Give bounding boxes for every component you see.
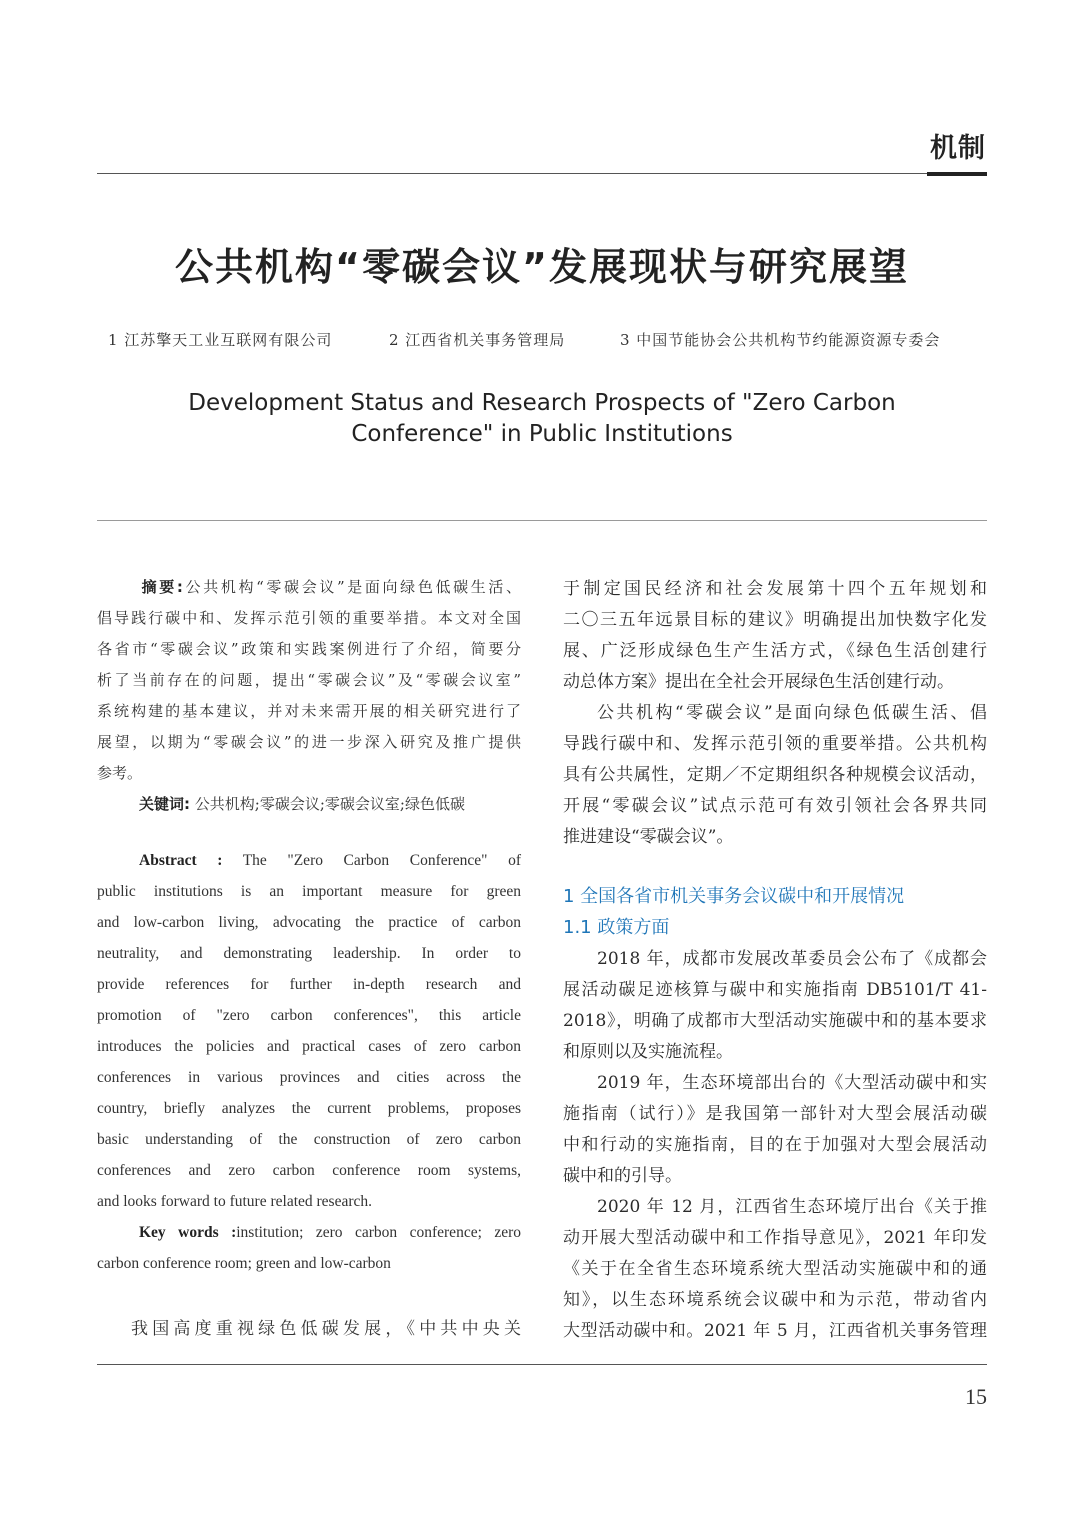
abstract-zh-line: 参考。: [97, 764, 143, 782]
keywords-en: Key words :institution; zero carbon conference; zero: [139, 1224, 522, 1241]
abstract-en-line: introduces the policies and practical cases of zero carbon: [97, 1038, 521, 1055]
body-text-line: 展、广泛形成绿色生产生活方式，《绿色生活创建行: [563, 641, 987, 661]
title-divider: [97, 520, 987, 521]
abstract-en-line: Abstract : The "Zero Carbon Conference" of: [139, 852, 521, 869]
section-heading-1-1: 1.1 政策方面: [563, 917, 670, 938]
keywords-en-line: carbon conference room; green and low-carbon: [97, 1255, 391, 1272]
page-number: 15: [965, 1384, 987, 1409]
body-text-line: 2018 年，成都市发展改革委员会公布了《成都会: [597, 949, 987, 969]
body-text-line: 2019 年，生态环境部出台的《大型活动碳中和实: [597, 1073, 987, 1093]
keywords-en-label: Key words :: [139, 1224, 237, 1241]
body-text-line: 我国高度重视绿色低碳发展，《中共中央关: [131, 1319, 521, 1339]
body-text-line: 具有公共属性，定期／不定期组织各种规模会议活动，: [563, 765, 987, 785]
english-title-line: Development Status and Research Prospects of "Zero Carbon: [188, 390, 896, 416]
affiliation-2: 2 江西省机关事务管理局: [389, 331, 566, 349]
affiliation-3: 3 中国节能协会公共机构节约能源资源专委会: [620, 331, 941, 349]
keywords-zh-value: 公共机构;零碳会议;零碳会议室;绿色低碳: [194, 795, 465, 813]
english-title: [97, 388, 987, 450]
body-text-line: 动开展大型活动碳中和工作指导意见》，2021 年印发: [563, 1228, 987, 1248]
abstract-zh-line: 析了当前存在的问题，提出“零碳会议”及“零碳会议室”: [97, 671, 521, 689]
section-tag: 机制: [930, 133, 986, 164]
body-text-line: 于制定国民经济和社会发展第十四个五年规划和: [563, 579, 987, 599]
affiliation-1: 1 江苏擎天工业互联网有限公司: [108, 331, 333, 349]
body-text-line: 展活动碳足迹核算与碳中和实施指南 DB5101/T 41-: [563, 980, 987, 1000]
section-tag-underline: [927, 172, 987, 176]
abstract-zh-line: 系统构建的基本建议，并对未来需开展的相关研究进行了: [97, 702, 521, 720]
keywords-zh: [97, 793, 521, 814]
abstract-zh-line: 摘要:公共机构“零碳会议”是面向绿色低碳生活、: [139, 578, 522, 596]
abstract-en-label: Abstract :: [139, 852, 223, 869]
abstract-zh-line: 倡导践行碳中和、发挥示范引领的重要举措。本文对全国: [97, 609, 521, 627]
body-text-line: 开展“零碳会议”试点示范可有效引领社会各界共同: [563, 796, 987, 816]
body-text-line: 和原则以及实施流程。: [563, 1042, 733, 1062]
abstract-zh-line: 各省市“零碳会议”政策和实践案例进行了介绍，简要分: [97, 640, 521, 658]
body-text-line: 推进建设“零碳会议”。: [563, 827, 734, 847]
abstract-en-line: and low-carbon living, advocating the practice of carbon: [97, 914, 521, 931]
abstract-zh-line: 展望，以期为“零碳会议”的进一步深入研究及推广提供: [97, 733, 521, 751]
body-text-line: 《关于在全省生态环境系统大型活动实施碳中和的通: [563, 1259, 987, 1279]
body-text-line: 中和行动的实施指南，目的在于加强对大型会展活动: [563, 1135, 987, 1155]
abstract-en-line: provide references for further in-depth research and: [97, 976, 521, 993]
abstract-en-line: public institutions is an important measure for green: [97, 883, 521, 900]
footer-rule: [97, 1364, 987, 1365]
body-text-line: 动总体方案》提出在全社会开展绿色生活创建行动。: [563, 672, 954, 692]
body-text-line: 2020 年 12 月，江西省生态环境厅出台《关于推: [597, 1197, 987, 1217]
body-text-line: 导践行碳中和、发挥示范引领的重要举措。公共机构: [563, 734, 987, 754]
abstract-en-line: and looks forward to future related research.: [97, 1193, 373, 1210]
body-text-line: 碳中和的引导。: [563, 1166, 682, 1186]
abstract-en-line: conferences in various provinces and cities across the: [97, 1069, 521, 1086]
body-text-line: 知》，以生态环境系统会议碳中和为示范，带动省内: [563, 1290, 987, 1310]
abstract-en-line: conferences and zero carbon conference room systems,: [97, 1162, 521, 1179]
body-text-line: 二〇三五年远景目标的建议》明确提出加快数字化发: [563, 610, 987, 630]
body-text-line: 大型活动碳中和。2021 年 5 月，江西省机关事务管理: [563, 1321, 987, 1341]
abstract-en-line: neutrality, and demonstrating leadership. In order to: [97, 945, 521, 962]
english-title-line: Conference" in Public Institutions: [351, 421, 733, 447]
section-heading-1: 1 全国各省市机关事务会议碳中和开展情况: [563, 886, 905, 907]
body-text-line: 施指南（试行）》是我国第一部针对大型会展活动碳: [563, 1104, 987, 1124]
article-title: 公共机构“零碳会议”发展现状与研究展望: [175, 245, 909, 289]
body-text-line: 公共机构“零碳会议”是面向绿色低碳生活、倡: [597, 703, 987, 723]
abstract-en-line: promotion of "zero carbon conferences", this article: [97, 1007, 521, 1024]
abstract-en-line: country, briefly analyzes the current problems, proposes: [97, 1100, 521, 1117]
abstract-zh-label: 摘要:: [139, 578, 183, 596]
abstract-en-line: basic understanding of the construction of zero carbon: [97, 1131, 521, 1148]
keywords-zh-label: 关键词:: [139, 795, 190, 813]
body-text-line: 2018》，明确了成都市大型活动实施碳中和的基本要求: [563, 1011, 987, 1031]
header-rule: [97, 173, 987, 174]
